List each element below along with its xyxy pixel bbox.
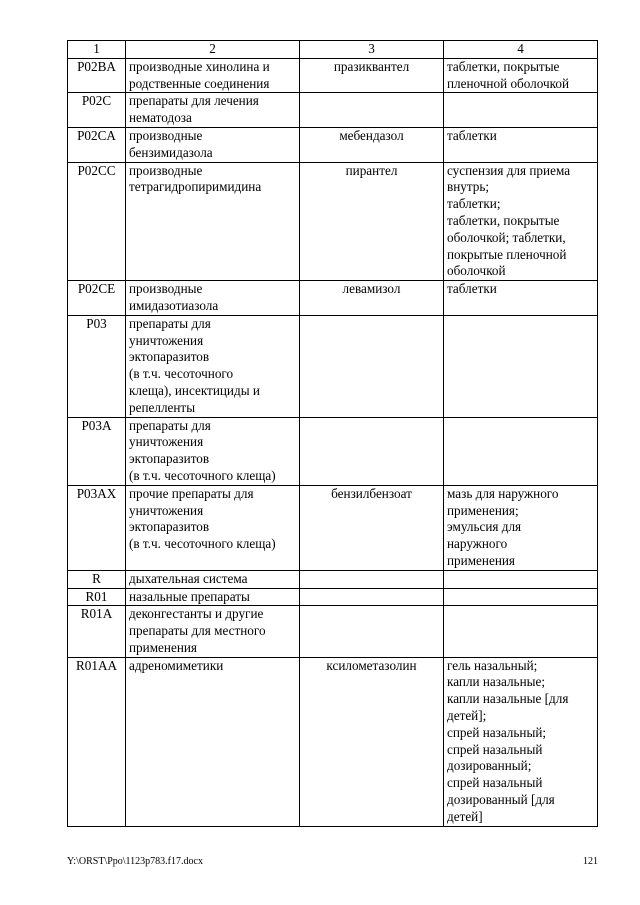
code-cell: P03A xyxy=(68,417,126,485)
drug-cell xyxy=(300,417,444,485)
drug-cell xyxy=(300,570,444,588)
drug-cell xyxy=(300,588,444,606)
code-cell: R01A xyxy=(68,606,126,657)
table-row xyxy=(68,657,598,826)
name-cell: адреномиметики xyxy=(126,657,300,826)
table-row xyxy=(68,281,598,316)
footer-file-path: Y:\ORST\Ppo\1123p783.f17.docx xyxy=(67,856,203,867)
drug-cell xyxy=(300,315,444,417)
table-row xyxy=(68,606,598,657)
table-row xyxy=(68,127,598,162)
code-cell: R01AA xyxy=(68,657,126,826)
drug-cell: ксилометазолин xyxy=(300,657,444,826)
header-col-2: 2 xyxy=(126,41,300,59)
name-cell: назальные препараты xyxy=(126,588,300,606)
name-cell: производные имидазотиазола xyxy=(126,281,300,316)
form-cell: таблетки xyxy=(444,281,598,316)
code-cell: P03AX xyxy=(68,485,126,570)
form-cell: мазь для наружного применения; эмульсия для наружного применения xyxy=(444,485,598,570)
form-cell xyxy=(444,606,598,657)
name-cell: препараты для уничтожения эктопаразитов (в т.ч. чесоточного клеща), инсектициды и репелленты xyxy=(126,315,300,417)
form-cell xyxy=(444,93,598,128)
name-cell: дыхательная система xyxy=(126,570,300,588)
form-cell: таблетки, покрытые пленочной оболочкой xyxy=(444,58,598,93)
drug-cell: левамизол xyxy=(300,281,444,316)
form-cell xyxy=(444,417,598,485)
table-row xyxy=(68,93,598,128)
code-cell: P02BA xyxy=(68,58,126,93)
name-cell: препараты для уничтожения эктопаразитов (в т.ч. чесоточного клеща) xyxy=(126,417,300,485)
code-cell: P02CA xyxy=(68,127,126,162)
form-cell: гель назальный; капли назальные; капли назальные [для детей]; спрей назальный; спрей назальный дозированный; спрей назальный дозированный [для детей] xyxy=(444,657,598,826)
form-cell xyxy=(444,588,598,606)
header-col-4: 4 xyxy=(444,41,598,59)
drug-cell xyxy=(300,606,444,657)
footer-page-number: 121 xyxy=(583,856,598,867)
drug-cell: мебендазол xyxy=(300,127,444,162)
drug-cell: бензилбензоат xyxy=(300,485,444,570)
table-row xyxy=(68,485,598,570)
header-col-1: 1 xyxy=(68,41,126,59)
form-cell xyxy=(444,570,598,588)
name-cell: производные хинолина и родственные соединения xyxy=(126,58,300,93)
form-cell: таблетки xyxy=(444,127,598,162)
name-cell: производные тетрагидропиримидина xyxy=(126,162,300,281)
code-cell: R01 xyxy=(68,588,126,606)
drug-table xyxy=(67,40,598,827)
table-row xyxy=(68,162,598,281)
table-row xyxy=(68,417,598,485)
name-cell: прочие препараты для уничтожения эктопаразитов (в т.ч. чесоточного клеща) xyxy=(126,485,300,570)
table-row xyxy=(68,315,598,417)
form-cell: суспензия для приема внутрь; таблетки; таблетки, покрытые оболочкой; таблетки, покрытые пленочной оболочкой xyxy=(444,162,598,281)
name-cell: препараты для лечения нематодоза xyxy=(126,93,300,128)
drug-cell: празиквантел xyxy=(300,58,444,93)
drug-cell xyxy=(300,93,444,128)
table-row xyxy=(68,570,598,588)
table-row xyxy=(68,588,598,606)
code-cell: P02CE xyxy=(68,281,126,316)
header-col-3: 3 xyxy=(300,41,444,59)
code-cell: R xyxy=(68,570,126,588)
table-row xyxy=(68,58,598,93)
form-cell xyxy=(444,315,598,417)
drug-cell: пирантел xyxy=(300,162,444,281)
code-cell: P02C xyxy=(68,93,126,128)
name-cell: деконгестанты и другие препараты для местного применения xyxy=(126,606,300,657)
table-header-row xyxy=(68,41,598,59)
name-cell: производные бензимидазола xyxy=(126,127,300,162)
code-cell: P02CC xyxy=(68,162,126,281)
code-cell: P03 xyxy=(68,315,126,417)
